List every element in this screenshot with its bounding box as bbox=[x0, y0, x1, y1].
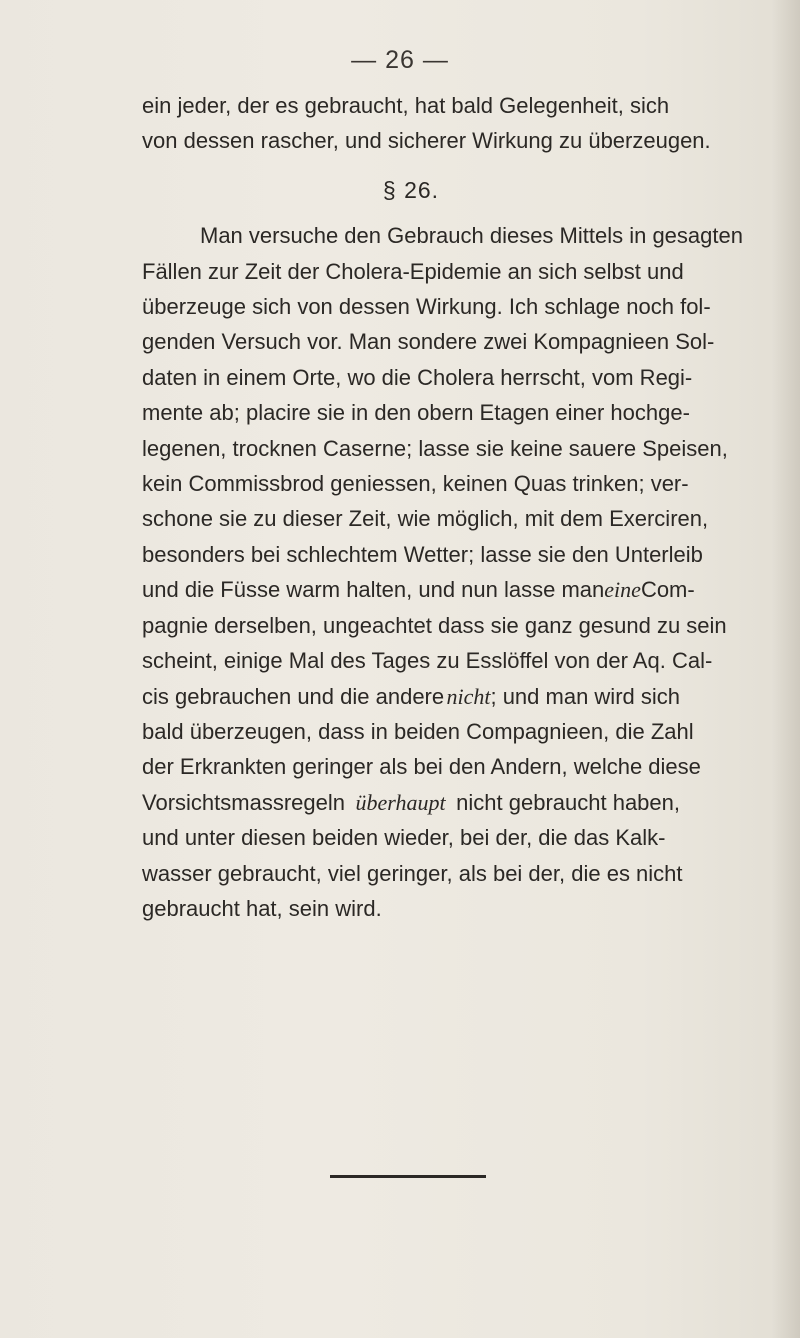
text-line: schone sie zu dieser Zeit, wie möglich, mit dem Exerciren, bbox=[142, 506, 709, 532]
section-heading: § 26. bbox=[382, 176, 440, 203]
text-span: ; und man wird sich bbox=[490, 683, 680, 709]
text-line: Fällen zur Zeit der Cholera-Epidemie an sich selbst und bbox=[142, 258, 684, 284]
text-span: cis gebrauchen und die andere bbox=[142, 683, 445, 709]
text-line: pagnie derselben, ungeachtet dass sie ganz gesund zu sein bbox=[142, 612, 727, 638]
text-line: bald überzeugen, dass in beiden Compagnieen, die Zahl bbox=[142, 718, 694, 744]
text-span: Vorsichtsmassregeln bbox=[142, 789, 345, 815]
end-rule bbox=[330, 1175, 486, 1178]
page-number: — 26 — bbox=[351, 46, 449, 74]
text-line: besonders bei schlechtem Wetter; lasse sie den Unterleib bbox=[142, 541, 703, 567]
text-line: wasser gebraucht, viel geringer, als bei der, die es nicht bbox=[142, 860, 683, 886]
text-line: der Erkrankten geringer als bei den Andern, welche diese bbox=[142, 754, 701, 780]
text-line: ein jeder, der es gebraucht, hat bald Gelegenheit, sich bbox=[142, 93, 670, 118]
page-edge-shadow bbox=[772, 0, 800, 1338]
text-span: Com- bbox=[640, 577, 695, 603]
text-line: genden Versuch vor. Man sondere zwei Kompagnieen Sol- bbox=[142, 329, 715, 355]
text-line: gebraucht hat, sein wird. bbox=[142, 895, 382, 921]
text-line bbox=[142, 679, 680, 714]
emphasis-text: eine bbox=[604, 577, 641, 603]
text-line: und unter diesen beiden wieder, bei der, die das Kalk- bbox=[142, 825, 666, 851]
text-line: mente ab; placire sie in den obern Etagen einer hochge- bbox=[142, 400, 690, 426]
text-line: Man versuche den Gebrauch dieses Mittels in gesagten bbox=[200, 223, 743, 249]
text-span: und die Füsse warm halten, und nun lasse man bbox=[142, 577, 605, 603]
body-text bbox=[142, 88, 743, 926]
emphasis-text: überhaupt bbox=[355, 789, 446, 815]
text-line bbox=[142, 572, 695, 607]
text-line bbox=[142, 785, 680, 820]
text-line: überzeuge sich von dessen Wirkung. Ich schlage noch fol- bbox=[142, 294, 711, 320]
text-span bbox=[446, 679, 680, 714]
text-line: scheint, einige Mal des Tages zu Esslöffel von der Aq. Cal- bbox=[142, 648, 713, 674]
text-span: nicht gebraucht haben, bbox=[456, 789, 680, 815]
text-line: daten in einem Orte, wo die Cholera herrscht, vom Regi- bbox=[142, 364, 693, 390]
emphasis-text: nicht bbox=[446, 683, 491, 709]
text-line: von dessen rascher, und sicherer Wirkung zu überzeugen. bbox=[142, 128, 711, 154]
text-line: kein Commissbrod geniessen, keinen Quas trinken; ver- bbox=[142, 471, 689, 497]
text-line: legenen, trocknen Caserne; lasse sie keine sauere Speisen, bbox=[142, 435, 728, 461]
